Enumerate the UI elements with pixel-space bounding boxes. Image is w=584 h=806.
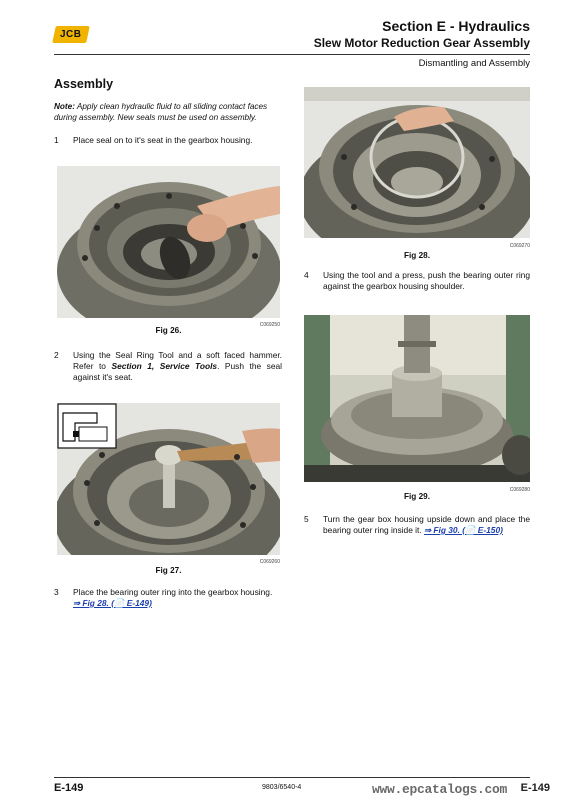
step-number: 2 [54,350,59,360]
fig-26-code: C069250 [259,322,280,328]
fig-26-caption: Fig 26. [155,326,182,335]
step-text: Turn the gear box housing upside down and place the bearing outer ring inside it. [323,514,530,535]
note-label: Note: [54,102,75,111]
service-tools-reference[interactable]: Section 1, Service Tools [111,361,218,371]
fig-28-code: C069270 [509,243,530,249]
step-text: Using the tool and a press, push the bearing outer ring against the gearbox housing shoulder. [323,270,530,291]
page-number-right: E-149 [520,782,550,794]
step-text: Place seal on to it's seat in the gearbox housing. [73,135,253,145]
fig-26-photo [57,166,280,318]
subsection-label: Dismantling and Assembly [418,58,530,69]
fig-29-caption: Fig 29. [404,492,430,501]
fig-27-photo [57,403,280,555]
watermark: www.epcatalogs.com [372,782,508,797]
header-divider [54,54,530,55]
fig-27-caption: Fig 27. [155,566,182,575]
page-number-left: E-149 [54,782,84,794]
section-title: Section E - Hydraulics [382,18,530,34]
page-subtitle: Slew Motor Reduction Gear Assembly [313,36,530,50]
fig-29-code: C069280 [509,487,530,493]
step-3 [54,587,282,609]
fig-27-code: C069260 [259,559,280,565]
step-5 [304,514,530,536]
step-number: 1 [54,135,59,145]
fig-28-photo [304,87,530,238]
fig-29-photo [304,315,530,482]
fig-28-link[interactable]: ⇒ Fig 28. (📄 E-149) [73,598,152,608]
note-paragraph [54,101,284,123]
step-number: 5 [304,514,309,524]
fig-28-caption: Fig 28. [404,251,430,260]
step-2 [54,350,282,383]
step-4 [304,270,530,292]
fig-30-link[interactable]: ⇒ Fig 30. (📄 E-150) [424,525,503,535]
jcb-logo: JCB [52,26,90,43]
assembly-heading: Assembly [54,77,114,91]
document-number: 9803/6540-4 [262,784,302,791]
step-1 [54,135,282,146]
step-text: Place the bearing outer ring into the gearbox housing. [73,587,273,597]
step-number: 4 [304,270,309,280]
footer-divider [54,777,530,778]
note-text: Apply clean hydraulic fluid to all sliding contact faces during assembly. New seals must be used on assembly. [54,102,268,122]
step-number: 3 [54,587,59,597]
step-text: Using the Seal Ring Tool and a soft faced hammer. Refer to Section 1, Service Tools. Push the seal against it's seat. [73,350,282,382]
